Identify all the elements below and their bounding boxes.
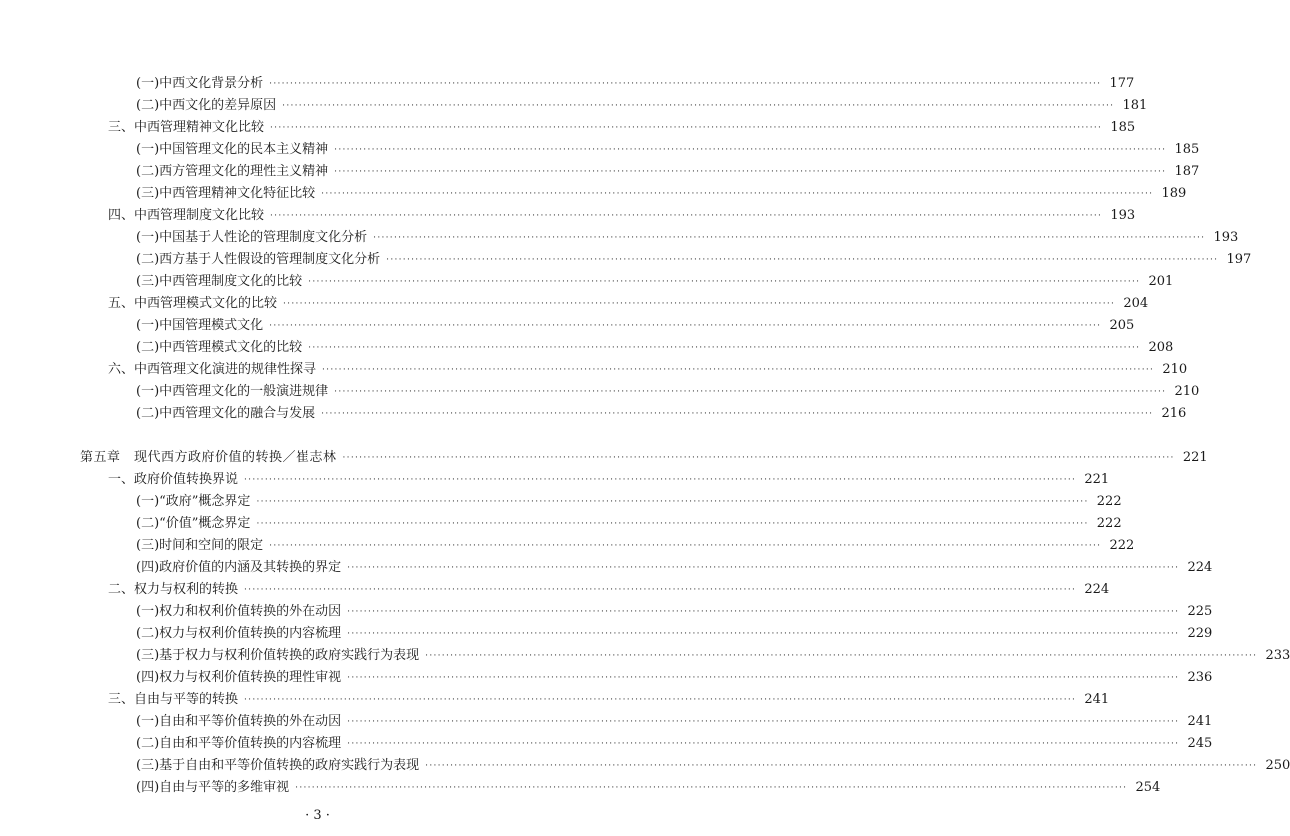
toc-entry-page: 193 <box>1110 208 1136 223</box>
leader-dots: ········································································································································································································ <box>321 189 1154 199</box>
leader-dots: ········································································································································································································ <box>244 475 1077 485</box>
toc-entry-label: (二)中西文化的差异原因 <box>136 98 277 113</box>
toc-entry-label: 第五章 现代西方政府价值的转换／崔志林 <box>80 450 337 465</box>
toc-entry-page: 205 <box>1109 318 1135 333</box>
toc-entry-page: 210 <box>1162 362 1188 377</box>
toc-entry-label: (二)权力与权利价值转换的内容梳理 <box>136 626 342 641</box>
toc-entry-label: (四)政府价值的内涵及其转换的界定 <box>136 560 342 575</box>
toc-entry-page: 208 <box>1148 340 1174 355</box>
leader-dots: ········································································································································································································ <box>244 695 1077 705</box>
toc-entry-page: 187 <box>1174 164 1200 179</box>
toc-entry-label: 三、自由与平等的转换 <box>108 692 239 707</box>
leader-dots: ········································································································································································································ <box>347 629 1180 639</box>
toc-subsection <box>0 756 1290 776</box>
leader-dots: ········································································································································································································ <box>322 365 1155 375</box>
toc-entry-label: (三)时间和空间的限定 <box>136 538 264 553</box>
toc-entry-page: 224 <box>1187 560 1213 575</box>
toc-entry-page: 250 <box>1265 758 1290 773</box>
toc-entry-page: 221 <box>1182 450 1208 465</box>
toc-entry-page: 229 <box>1187 626 1213 641</box>
leader-dots: ········································································································································································································ <box>283 299 1116 309</box>
toc-entry-label: (一)中国基于人性论的管理制度文化分析 <box>136 230 368 245</box>
toc-entry-page: 181 <box>1122 98 1148 113</box>
leader-dots: ········································································································································································································ <box>342 453 1175 463</box>
toc-subsection <box>0 602 1213 622</box>
toc-entry-label: (一)权力和权利价值转换的外在动因 <box>136 604 342 619</box>
leader-dots: ········································································································································································································ <box>269 79 1102 89</box>
leader-dots: ········································································································································································································ <box>321 409 1154 419</box>
toc-subsection <box>0 646 1290 666</box>
toc-entry-page: 221 <box>1084 472 1110 487</box>
toc-subsection <box>0 184 1187 204</box>
leader-dots: ········································································································································································································ <box>282 101 1115 111</box>
toc-subsection <box>0 668 1213 688</box>
toc-subsection <box>0 250 1252 270</box>
toc-entry-page: 245 <box>1187 736 1213 751</box>
toc-entry-label: (二)西方管理文化的理性主义精神 <box>136 164 329 179</box>
toc-entry-page: 210 <box>1174 384 1200 399</box>
toc-entry-label: (四)权力与权利价值转换的理性审视 <box>136 670 342 685</box>
toc-entry-label: (二)中西管理文化的融合与发展 <box>136 406 316 421</box>
toc-subsection <box>0 272 1174 292</box>
toc-entry-label: (一)自由和平等价值转换的外在动因 <box>136 714 342 729</box>
toc-section <box>0 360 1188 380</box>
toc-subsection <box>0 536 1135 556</box>
toc-entry-page: 222 <box>1096 516 1122 531</box>
toc-entry-label: 六、中西管理文化演进的规律性探寻 <box>108 362 317 377</box>
toc-subsection <box>0 338 1174 358</box>
toc-entry-label: (三)基于自由和平等价值转换的政府实践行为表现 <box>136 758 420 773</box>
toc-entry-page: 189 <box>1161 186 1187 201</box>
toc-section <box>0 206 1136 226</box>
toc-entry-page: 185 <box>1174 142 1200 157</box>
toc-entry-page: 236 <box>1187 670 1213 685</box>
toc-entry-page: 201 <box>1148 274 1174 289</box>
toc-subsection <box>0 778 1161 798</box>
toc-entry-page: 204 <box>1123 296 1149 311</box>
leader-dots: ········································································································································································································ <box>295 783 1128 793</box>
toc-subsection <box>0 382 1200 402</box>
leader-dots: ········································································································································································································ <box>386 255 1219 265</box>
toc-entry-label: (四)自由与平等的多维审视 <box>136 780 290 795</box>
toc-entry-page: 224 <box>1084 582 1110 597</box>
toc-entry-label: 四、中西管理制度文化比较 <box>108 208 265 223</box>
leader-dots: ········································································································································································································ <box>269 541 1102 551</box>
page-number: · 3 · <box>305 808 330 823</box>
leader-dots: ········································································································································································································ <box>425 761 1258 771</box>
toc-entry-page: 177 <box>1109 76 1135 91</box>
toc-entry-page: 222 <box>1109 538 1135 553</box>
leader-dots: ········································································································································································································ <box>334 167 1167 177</box>
toc-section <box>0 294 1149 314</box>
toc-section <box>0 690 1110 710</box>
toc-entry-page: 254 <box>1135 780 1161 795</box>
toc-subsection <box>0 558 1213 578</box>
toc-entry-label: (一)“政府”概念界定 <box>136 494 251 509</box>
leader-dots: ········································································································································································································ <box>269 321 1102 331</box>
toc-section <box>0 580 1110 600</box>
toc-entry-label: (一)中国管理模式文化 <box>136 318 264 333</box>
leader-dots: ········································································································································································································ <box>347 717 1180 727</box>
toc-entry-label: (二)中西管理模式文化的比较 <box>136 340 303 355</box>
toc-entry-label: 一、政府价值转换界说 <box>108 472 239 487</box>
toc-entry-page: 225 <box>1187 604 1213 619</box>
toc-entry-page: 185 <box>1110 120 1136 135</box>
toc-subsection <box>0 624 1213 644</box>
toc-entry-label: (二)“价值”概念界定 <box>136 516 251 531</box>
toc-entry-label: (一)中西管理文化的一般演进规律 <box>136 384 329 399</box>
toc-subsection <box>0 96 1148 116</box>
toc-entry-label: (三)基于权力与权利价值转换的政府实践行为表现 <box>136 648 420 663</box>
toc-subsection <box>0 734 1213 754</box>
leader-dots: ········································································································································································································ <box>334 387 1167 397</box>
toc-entry-page: 241 <box>1084 692 1110 707</box>
toc-entry-label: (二)西方基于人性假设的管理制度文化分析 <box>136 252 381 267</box>
leader-dots: ········································································································································································································ <box>256 497 1089 507</box>
toc-subsection <box>0 492 1122 512</box>
toc-subsection <box>0 228 1239 248</box>
toc-entry-page: 233 <box>1265 648 1290 663</box>
leader-dots: ········································································································································································································ <box>334 145 1167 155</box>
toc-subsection <box>0 162 1200 182</box>
toc-chapter <box>0 448 1208 468</box>
leader-dots: ········································································································································································································ <box>256 519 1089 529</box>
leader-dots: ········································································································································································································ <box>347 607 1180 617</box>
toc-subsection <box>0 140 1200 160</box>
leader-dots: ········································································································································································································ <box>308 343 1141 353</box>
leader-dots: ········································································································································································································ <box>347 563 1180 573</box>
toc-entry-page: 193 <box>1213 230 1239 245</box>
leader-dots: ········································································································································································································ <box>270 211 1103 221</box>
toc-entry-page: 241 <box>1187 714 1213 729</box>
leader-dots: ········································································································································································································ <box>347 673 1180 683</box>
toc-section <box>0 118 1136 138</box>
leader-dots: ········································································································································································································ <box>347 739 1180 749</box>
leader-dots: ········································································································································································································ <box>270 123 1103 133</box>
toc-entry-label: 二、权力与权利的转换 <box>108 582 239 597</box>
toc-entry-label: 三、中西管理精神文化比较 <box>108 120 265 135</box>
toc-entry-page: 216 <box>1161 406 1187 421</box>
toc-entry-label: (三)中西管理制度文化的比较 <box>136 274 303 289</box>
toc-subsection <box>0 712 1213 732</box>
toc-entry-label: (一)中西文化背景分析 <box>136 76 264 91</box>
toc-subsection <box>0 404 1187 424</box>
toc-subsection <box>0 514 1122 534</box>
toc-entry-label: (三)中西管理精神文化特征比较 <box>136 186 316 201</box>
toc-entry-page: 222 <box>1096 494 1122 509</box>
leader-dots: ········································································································································································································ <box>425 651 1258 661</box>
toc-section <box>0 470 1110 490</box>
leader-dots: ········································································································································································································ <box>308 277 1141 287</box>
leader-dots: ········································································································································································································ <box>373 233 1206 243</box>
toc-entry-label: (一)中国管理文化的民本主义精神 <box>136 142 329 157</box>
toc-entry-page: 197 <box>1226 252 1252 267</box>
toc-entry-label: 五、中西管理模式文化的比较 <box>108 296 278 311</box>
leader-dots: ········································································································································································································ <box>244 585 1077 595</box>
toc-subsection <box>0 74 1135 94</box>
toc-entry-label: (二)自由和平等价值转换的内容梳理 <box>136 736 342 751</box>
toc-subsection <box>0 316 1135 336</box>
